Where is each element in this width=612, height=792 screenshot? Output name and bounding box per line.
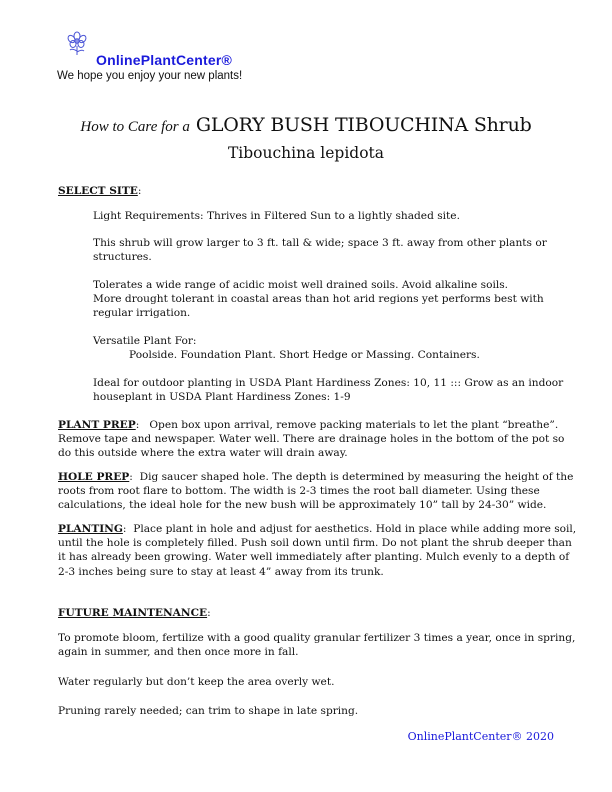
planting-heading: PLANTING (58, 523, 123, 535)
light-requirements: Light Requirements: Thrives in Filtered Sun to a lightly shaded site. (93, 210, 460, 222)
brand-name: OnlinePlantCenter® (96, 52, 233, 68)
watering-note: Water regularly but don’t keep the area overly wet. (58, 676, 335, 688)
footer-brand: OnlinePlantCenter® 2020 (407, 730, 554, 743)
future-maintenance-heading: FUTURE MAINTENANCE: (58, 607, 211, 619)
versatile-uses: Poolside. Foundation Plant. Short Hedge or Massing. Containers. (129, 349, 480, 361)
title-main: GLORY BUSH TIBOUCHINA Shrub (195, 114, 532, 136)
select-site-heading: SELECT SITE: (58, 185, 142, 197)
page-title (0, 114, 612, 136)
soil-paragraph: Tolerates a wide range of acidic moist well drained soils. Avoid alkaline soils. More drought tolerant in coastal areas than hot arid regions yet performs best with regular irrigation. (93, 279, 544, 320)
tagline: We hope you enjoy your new plants! (57, 70, 243, 82)
size-paragraph: This shrub will grow larger to 3 ft. tall & wide; space 3 ft. away from other plants or structures. (93, 237, 547, 264)
hole-prep-section: HOLE PREP: Dig saucer shaped hole. The depth is determined by measuring the height of the roots from root flare to bottom. The width is 2-3 times the root ball diameter. Using these calculations, the ideal hole for the new bush will be approximately 10” tall by 24-30” wide. (58, 471, 574, 512)
planting-section: PLANTING: Place plant in hole and adjust for aesthetics. Hold in place while adding more soil, until the hole is completely filled. Push soil down until firm. Do not plant the shrub deeper than it has already been growing. Water well immediately after planting. Mulch evenly to a depth of 2-3 inches being sure to stay at least 4” away from its trunk. (58, 523, 577, 578)
fertilize-paragraph: To promote bloom, fertilize with a good quality granular fertilizer 3 times a year, once in spring, again in summer, and then once more in fall. (58, 632, 576, 659)
plant-prep-section: PLANT PREP: Open box upon arrival, remove packing materials to let the plant “breathe”. Remove tape and newspaper. Water well. There are drainage holes in the bottom of the pot so do this outside where the extra water will drain away. (58, 419, 565, 460)
versatile-heading: Versatile Plant For: (93, 335, 197, 347)
pruning-note: Pruning rarely needed; can trim to shape in late spring. (58, 705, 359, 717)
plant-prep-heading: PLANT PREP (58, 419, 136, 431)
flower-logo-icon (66, 30, 88, 56)
title-prefix: How to Care for a (80, 119, 190, 135)
hardiness-zones: Ideal for outdoor planting in USDA Plant Hardiness Zones: 10, 11 ::: Grow as an indoor houseplant in USDA Plant Hardiness Zones: 1-9 (93, 377, 564, 404)
hole-prep-heading: HOLE PREP (58, 471, 130, 483)
page-subtitle: Tibouchina lepidota (227, 144, 385, 162)
